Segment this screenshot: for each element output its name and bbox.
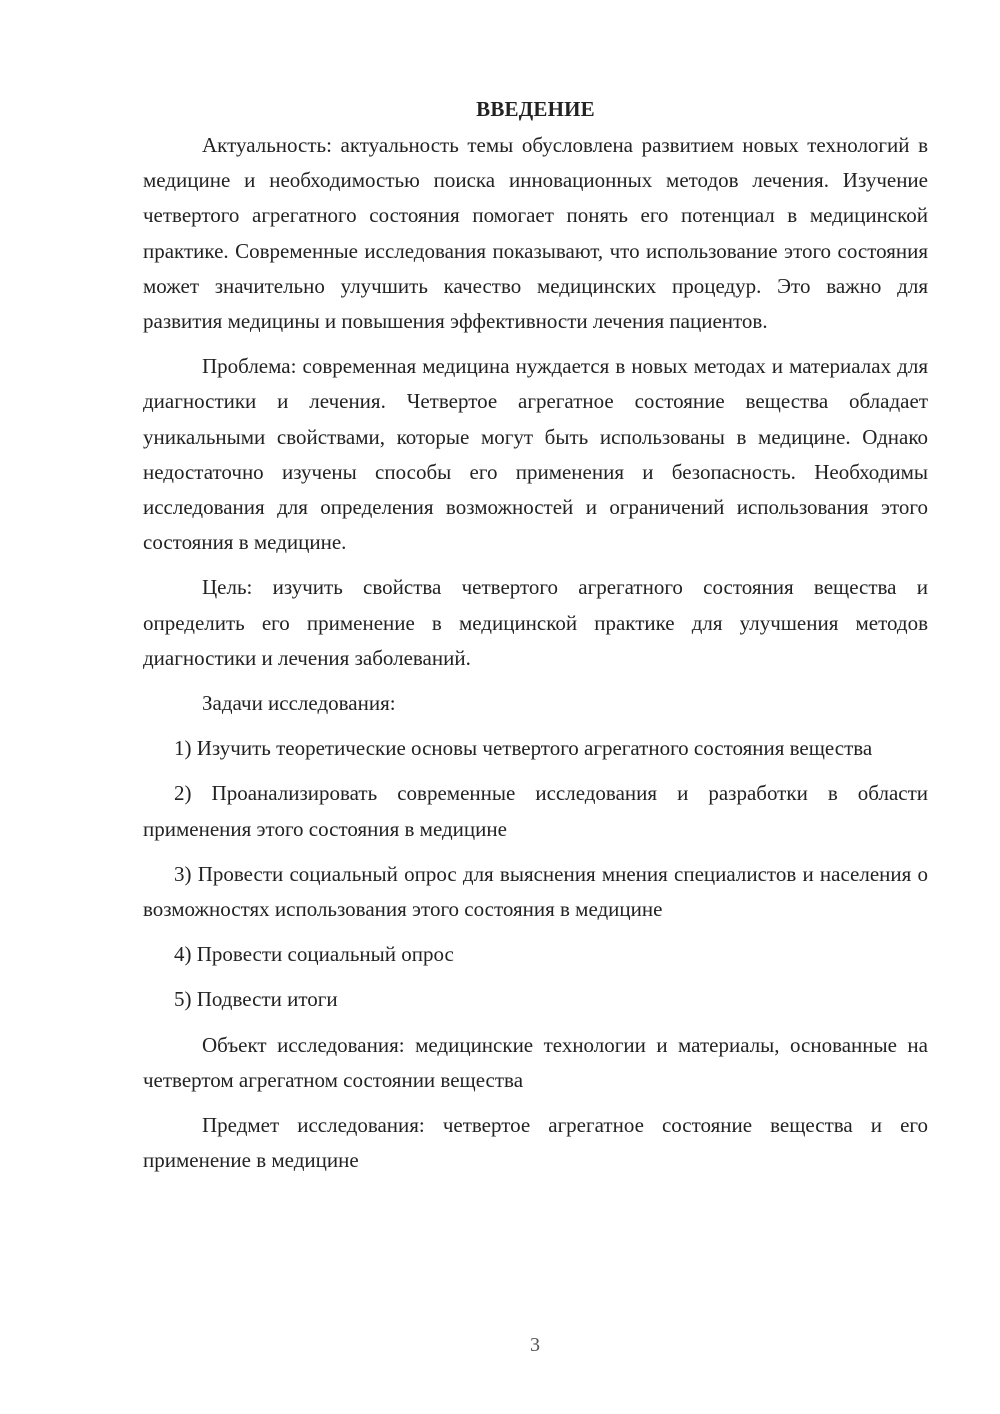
task-item-5: 5) Подвести итоги [174, 987, 338, 1012]
task-item-4: 4) Провести социальный опрос [174, 942, 454, 967]
paragraph-problem: Проблема: современная медицина нуждается в новых методах и материалах для диагностики и лечения. Четвертое агрегатное состояние вещества обладает уникальными свойствами, которые могут быть использованы в медицине. Однако недостаточно изучены способы его применения и безопасность. Необходимы исследования для определения возможностей и ограничений использования этого состояния в медицине. [143, 354, 928, 555]
paragraph-relevance: Актуальность: актуальность темы обусловлена развитием новых технологий в медицине и необходимостью поиска инновационных методов лечения. Изучение четвертого агрегатного состояния помогает понять его потенциал в медицинской практике. Современные исследования показывают, что использование этого состояния может значительно улучшить качество медицинских процедур. Это важно для развития медицины и повышения эффективности лечения пациентов. [143, 133, 928, 334]
task-item-2: 2) Проанализировать современные исследования и разработки в области применения этого состояния в медицине [143, 781, 928, 841]
section-heading: ВВЕДЕНИЕ [476, 97, 595, 121]
task-item-1: 1) Изучить теоретические основы четвертого агрегатного состояния вещества [174, 736, 873, 761]
document-page [143, 92, 928, 1188]
page-number: 3 [530, 1334, 540, 1356]
paragraph-goal: Цель: изучить свойства четвертого агрегатного состояния вещества и определить его применение в медицинской практике для улучшения методов диагностики и лечения заболеваний. [143, 575, 928, 670]
paragraph-object: Объект исследования: медицинские технологии и материалы, основанные на четвертом агрегатном состоянии вещества [143, 1032, 928, 1092]
task-item-3: 3) Провести социальный опрос для выяснения мнения специалистов и населения о возможностях использования этого состояния в медицине [143, 861, 928, 922]
paragraph-subject: Предмет исследования: четвертое агрегатное состояние вещества и его применение в медицине [143, 1113, 928, 1173]
paragraph-tasks-heading: Задачи исследования: [202, 691, 396, 716]
